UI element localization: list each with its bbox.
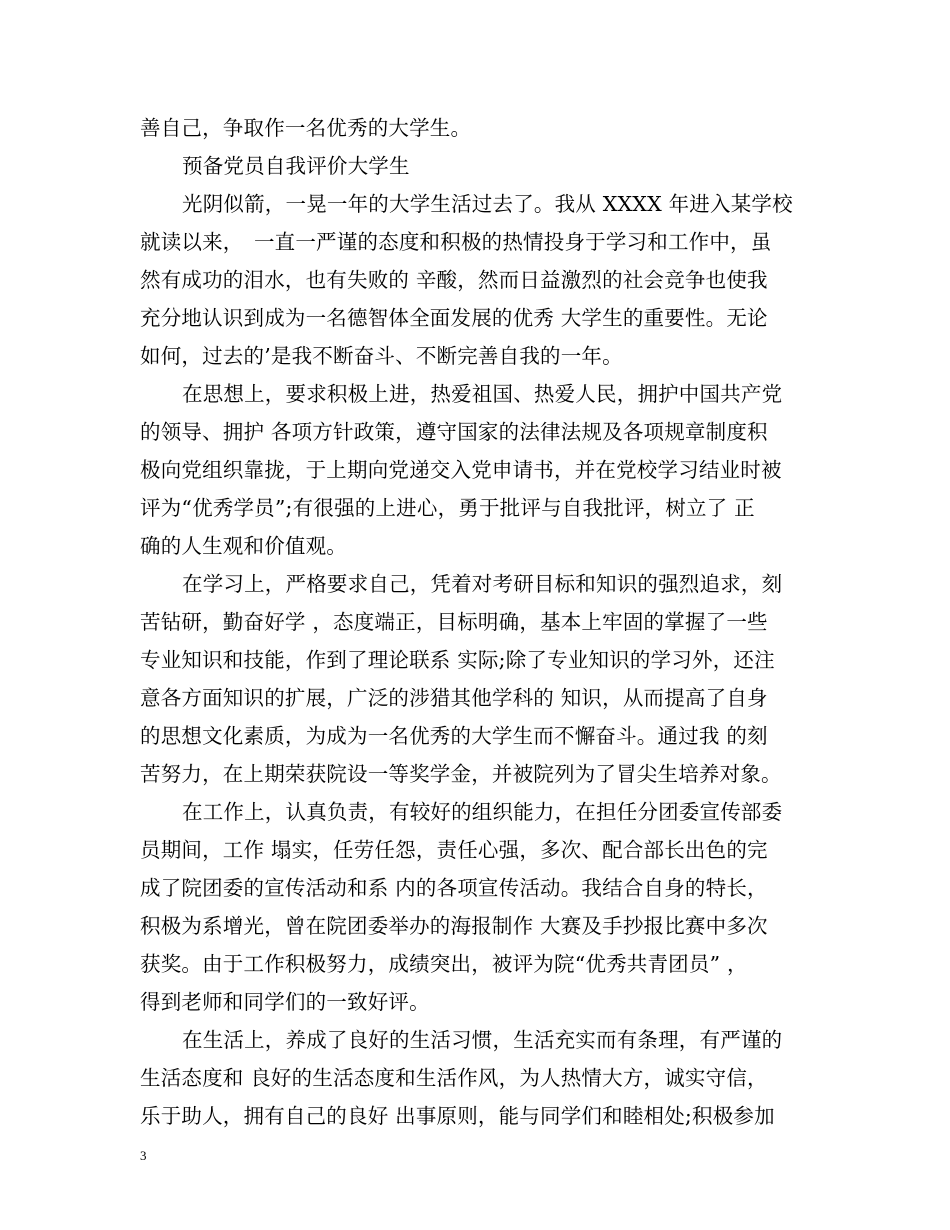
text-line: 在思想上，要求积极上进，热爱祖国、热爱人民，拥护中国共产党 (182, 382, 783, 406)
text-line: 然有成功的泪水，也有失败的 辛酸，然而日益激烈的社会竞争也使我 (140, 268, 768, 292)
text-line: 的领导、拥护 各项方针政策，遵守国家的法律法规及各项规章制度积 (140, 420, 768, 444)
text-line: 的思想文化素质，为成为一名优秀的大学生而不懈奋斗。通过我 的刻 (140, 724, 768, 748)
text-line: 极向党组织靠拢，于上期向党递交入党申请书，并在党校学习结业时被 (140, 458, 782, 482)
text-line: 积极为系增光，曾在院团委举办的海报制作 大赛及手抄报比赛中多次 (140, 914, 768, 938)
text-line: 善自己，争取作一名优秀的大学生。 (140, 116, 472, 140)
text-line: 获奖。由于工作积极努力，成绩突出，被评为院“优秀共青团员” ， (140, 952, 748, 976)
text-line: 得到老师和同学们的一致好评。 (140, 990, 430, 1014)
text-line: 确的人生观和价值观。 (140, 534, 347, 558)
text-line: 员期间，工作 塌实，任劳任怨，责任心强，多次、配合部长出色的完 (140, 838, 768, 862)
document-body (140, 109, 815, 1135)
text-line: 就读以来， 一直一严谨的态度和积极的热情投身于学习和工作中，虽 (140, 230, 772, 254)
page-number: 3 (140, 1148, 147, 1163)
text-line: 在工作上，认真负责，有较好的组织能力，在担任分团委宣传部委 (182, 800, 783, 824)
text-line: 如何，过去的’是我不断奋斗、不断完善自我的一年。 (140, 344, 623, 368)
text-line: 光阴似箭，一晃一年的大学生活过去了。我从 XXXX 年进入某学校 (182, 192, 793, 216)
text-line: 苦钻研，勤奋好学 ，态度端正，目标明确，基本上牢固的掌握了一些 (140, 610, 768, 634)
section-title: 预备党员自我评价大学生 (182, 154, 410, 178)
text-line: 在学习上，严格要求自己，凭着对考研目标和知识的强烈追求，刻 (182, 572, 783, 596)
text-line: 专业知识和技能，作到了理论联系 实际;除了专业知识的学习外，还注 (140, 648, 775, 672)
text-line: 乐于助人，拥有自己的良好 出事原则，能与同学们和睦相处;积极参加 (140, 1104, 775, 1128)
text-line: 在生活上，养成了良好的生活习惯，生活充实而有条理，有严谨的 (182, 1028, 783, 1052)
text-line: 充分地认识到成为一名德智体全面发展的优秀 大学生的重要性。无论 (140, 306, 768, 330)
text-line: 苦努力，在上期荣获院设一等奖学金，并被院列为了冒尖生培养对象。 (140, 762, 782, 786)
text-line: 生活态度和 良好的生活态度和生活作风，为人热情大方，诚实守信， (140, 1066, 768, 1090)
text-line: 成了院团委的宣传活动和系 内的各项宣传活动。我结合自身的特长， (140, 876, 768, 900)
text-line: 评为“优秀学员”;有很强的上进心，勇于批评与自我批评，树立了 正 (140, 496, 755, 520)
text-line: 意各方面知识的扩展，广泛的涉猎其他学科的 知识，从而提高了自身 (140, 686, 768, 710)
